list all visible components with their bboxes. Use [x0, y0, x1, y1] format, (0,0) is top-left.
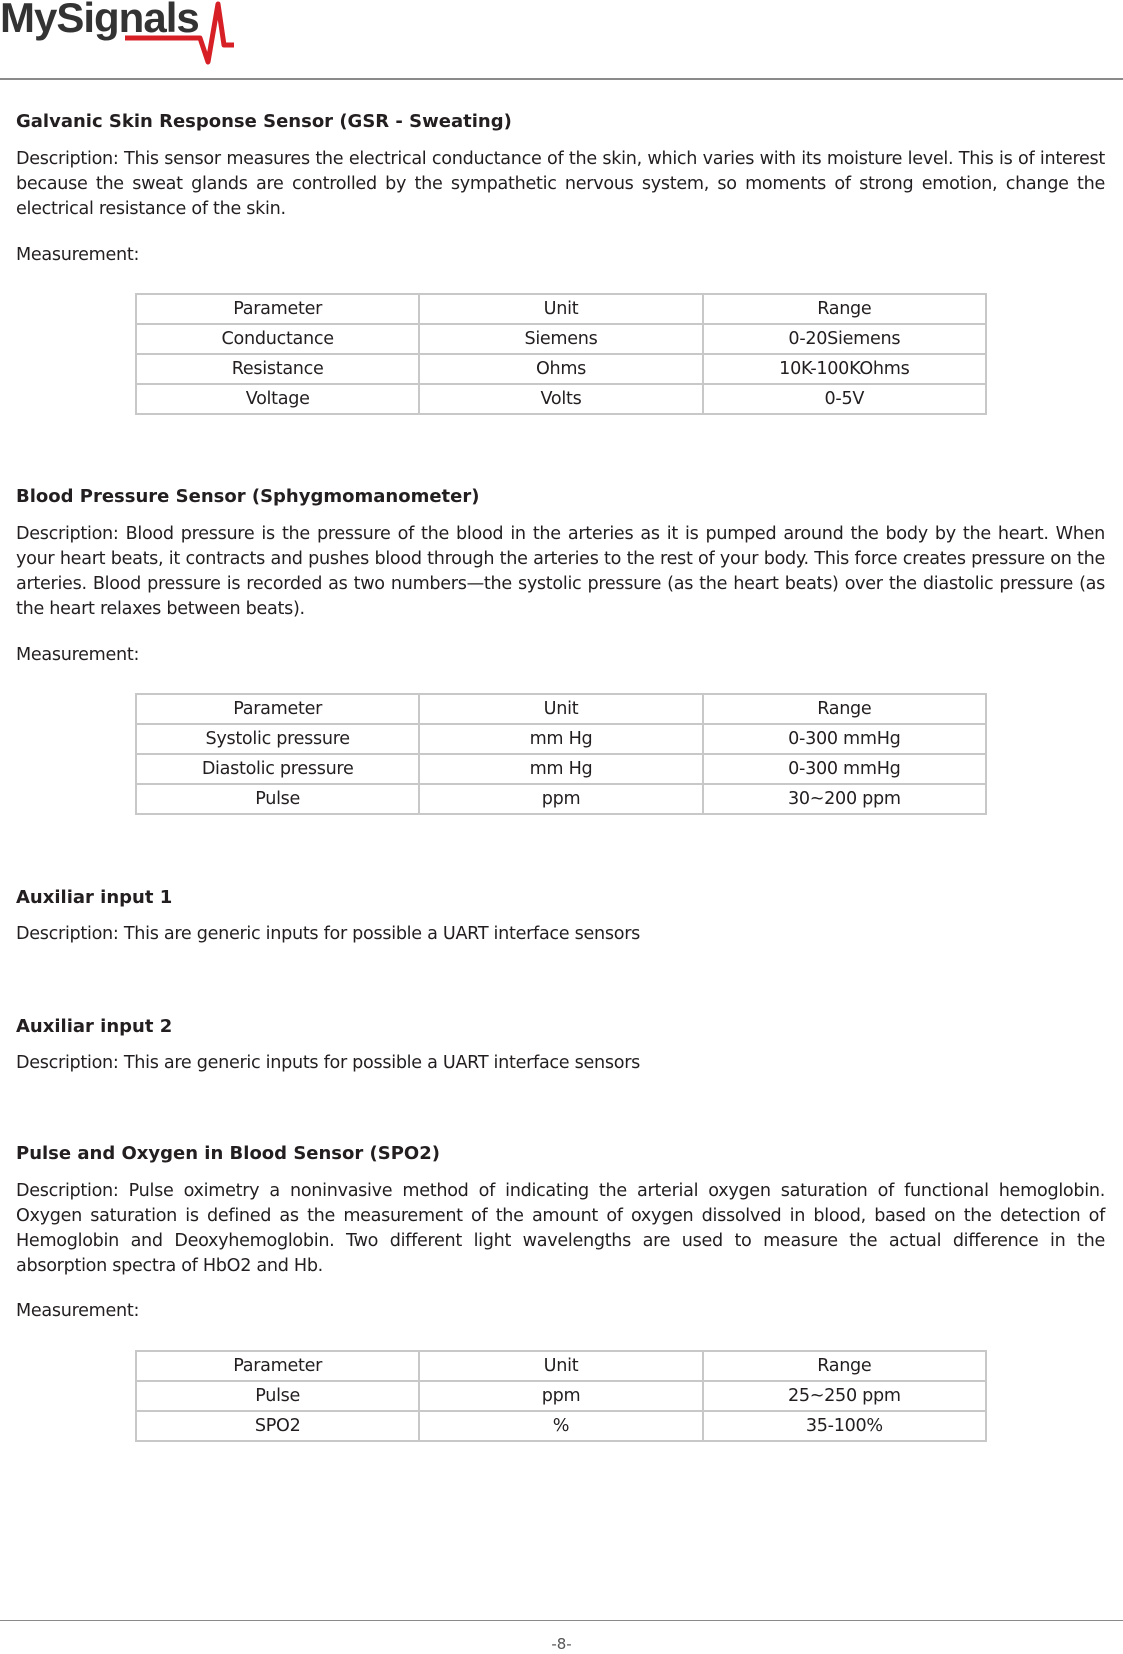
- section-title-aux2: Auxiliar input 2: [16, 1016, 173, 1037]
- page-number: -8-: [551, 1635, 572, 1653]
- footer-divider: [0, 1620, 1123, 1621]
- table-cell: mm Hg: [419, 724, 702, 754]
- table-header: Parameter: [136, 294, 419, 324]
- table-cell: 35-100%: [703, 1411, 986, 1441]
- table-cell: 30~200 ppm: [703, 784, 986, 814]
- section-description-aux2: Description: This are generic inputs for possible a UART interface sensors: [16, 1053, 640, 1073]
- blood-pressure-measurement-table: [135, 693, 987, 815]
- table-cell: 0-300 mmHg: [703, 724, 986, 754]
- table-cell: 0-300 mmHg: [703, 754, 986, 784]
- table-cell: Conductance: [136, 324, 419, 354]
- section-description-aux1: Description: This are generic inputs for possible a UART interface sensors: [16, 924, 640, 944]
- table-cell: SPO2: [136, 1411, 419, 1441]
- table-header: Unit: [419, 694, 702, 724]
- table-cell: Voltage: [136, 384, 419, 414]
- table-header: Range: [703, 1351, 986, 1381]
- table-header: Parameter: [136, 1351, 419, 1381]
- table-row: [136, 784, 986, 814]
- table-row: [136, 1411, 986, 1441]
- section-title-gsr: Galvanic Skin Response Sensor (GSR - Sweating): [16, 111, 512, 132]
- header-divider: [0, 78, 1123, 80]
- table-cell: 0-20Siemens: [703, 324, 986, 354]
- measurement-label: Measurement:: [16, 1301, 140, 1321]
- table-cell: 0-5V: [703, 384, 986, 414]
- measurement-label: Measurement:: [16, 645, 140, 665]
- table-row: [136, 724, 986, 754]
- section-title-aux1: Auxiliar input 1: [16, 887, 173, 908]
- section-description-gsr: Description: This sensor measures the electrical conductance of the skin, which varies with its moisture level. This is of interest because the sweat glands are controlled by the sympathetic nervous system, so moments of strong emotion, change the electrical resistance of the skin.: [16, 149, 1105, 219]
- table-row: [136, 384, 986, 414]
- table-header-row: [136, 694, 986, 724]
- section-description-spo2: Description: Pulse oximetry a noninvasive method of indicating the arterial oxygen saturation of functional hemoglobin. Oxygen saturation is defined as the measurement of the amount of oxygen dissolved in blood, based on the detection of Hemoglobin and Deoxyhemoglobin. Two different light wavelengths are used to measure the actual difference in the absorption spectra of HbO2 and Hb.: [16, 1181, 1105, 1276]
- table-header-row: [136, 294, 986, 324]
- table-cell: 25~250 ppm: [703, 1381, 986, 1411]
- measurement-label: Measurement:: [16, 245, 140, 265]
- gsr-measurement-table: [135, 293, 987, 415]
- table-header: Parameter: [136, 694, 419, 724]
- table-cell: Volts: [419, 384, 702, 414]
- table-header-row: [136, 1351, 986, 1381]
- table-header: Unit: [419, 1351, 702, 1381]
- table-cell: Ohms: [419, 354, 702, 384]
- table-cell: Pulse: [136, 1381, 419, 1411]
- table-row: [136, 1381, 986, 1411]
- table-cell: mm Hg: [419, 754, 702, 784]
- table-cell: Pulse: [136, 784, 419, 814]
- mysignals-logo: [0, 0, 240, 66]
- table-cell: ppm: [419, 1381, 702, 1411]
- heartbeat-logo-icon: [0, 0, 240, 66]
- section-description-blood-pressure: Description: Blood pressure is the pressure of the blood in the arteries as it is pumped around the body by the heart. When your heart beats, it contracts and pushes blood through the arteries to the rest of your body. This force creates pressure on the arteries. Blood pressure is recorded as two numbers—the systolic pressure (as the heart beats) over the diastolic pressure (as the heart relaxes between beats).: [16, 524, 1105, 619]
- logo-text: MySignals: [0, 0, 199, 41]
- table-header: Range: [703, 694, 986, 724]
- table-cell: 10K-100KOhms: [703, 354, 986, 384]
- table-row: [136, 754, 986, 784]
- table-row: [136, 354, 986, 384]
- section-title-spo2: Pulse and Oxygen in Blood Sensor (SPO2): [16, 1143, 440, 1164]
- table-header: Unit: [419, 294, 702, 324]
- table-cell: Systolic pressure: [136, 724, 419, 754]
- table-header: Range: [703, 294, 986, 324]
- section-title-blood-pressure: Blood Pressure Sensor (Sphygmomanometer): [16, 486, 480, 507]
- spo2-measurement-table: [135, 1350, 987, 1442]
- table-cell: %: [419, 1411, 702, 1441]
- table-cell: Diastolic pressure: [136, 754, 419, 784]
- table-cell: ppm: [419, 784, 702, 814]
- table-row: [136, 324, 986, 354]
- table-cell: Siemens: [419, 324, 702, 354]
- table-cell: Resistance: [136, 354, 419, 384]
